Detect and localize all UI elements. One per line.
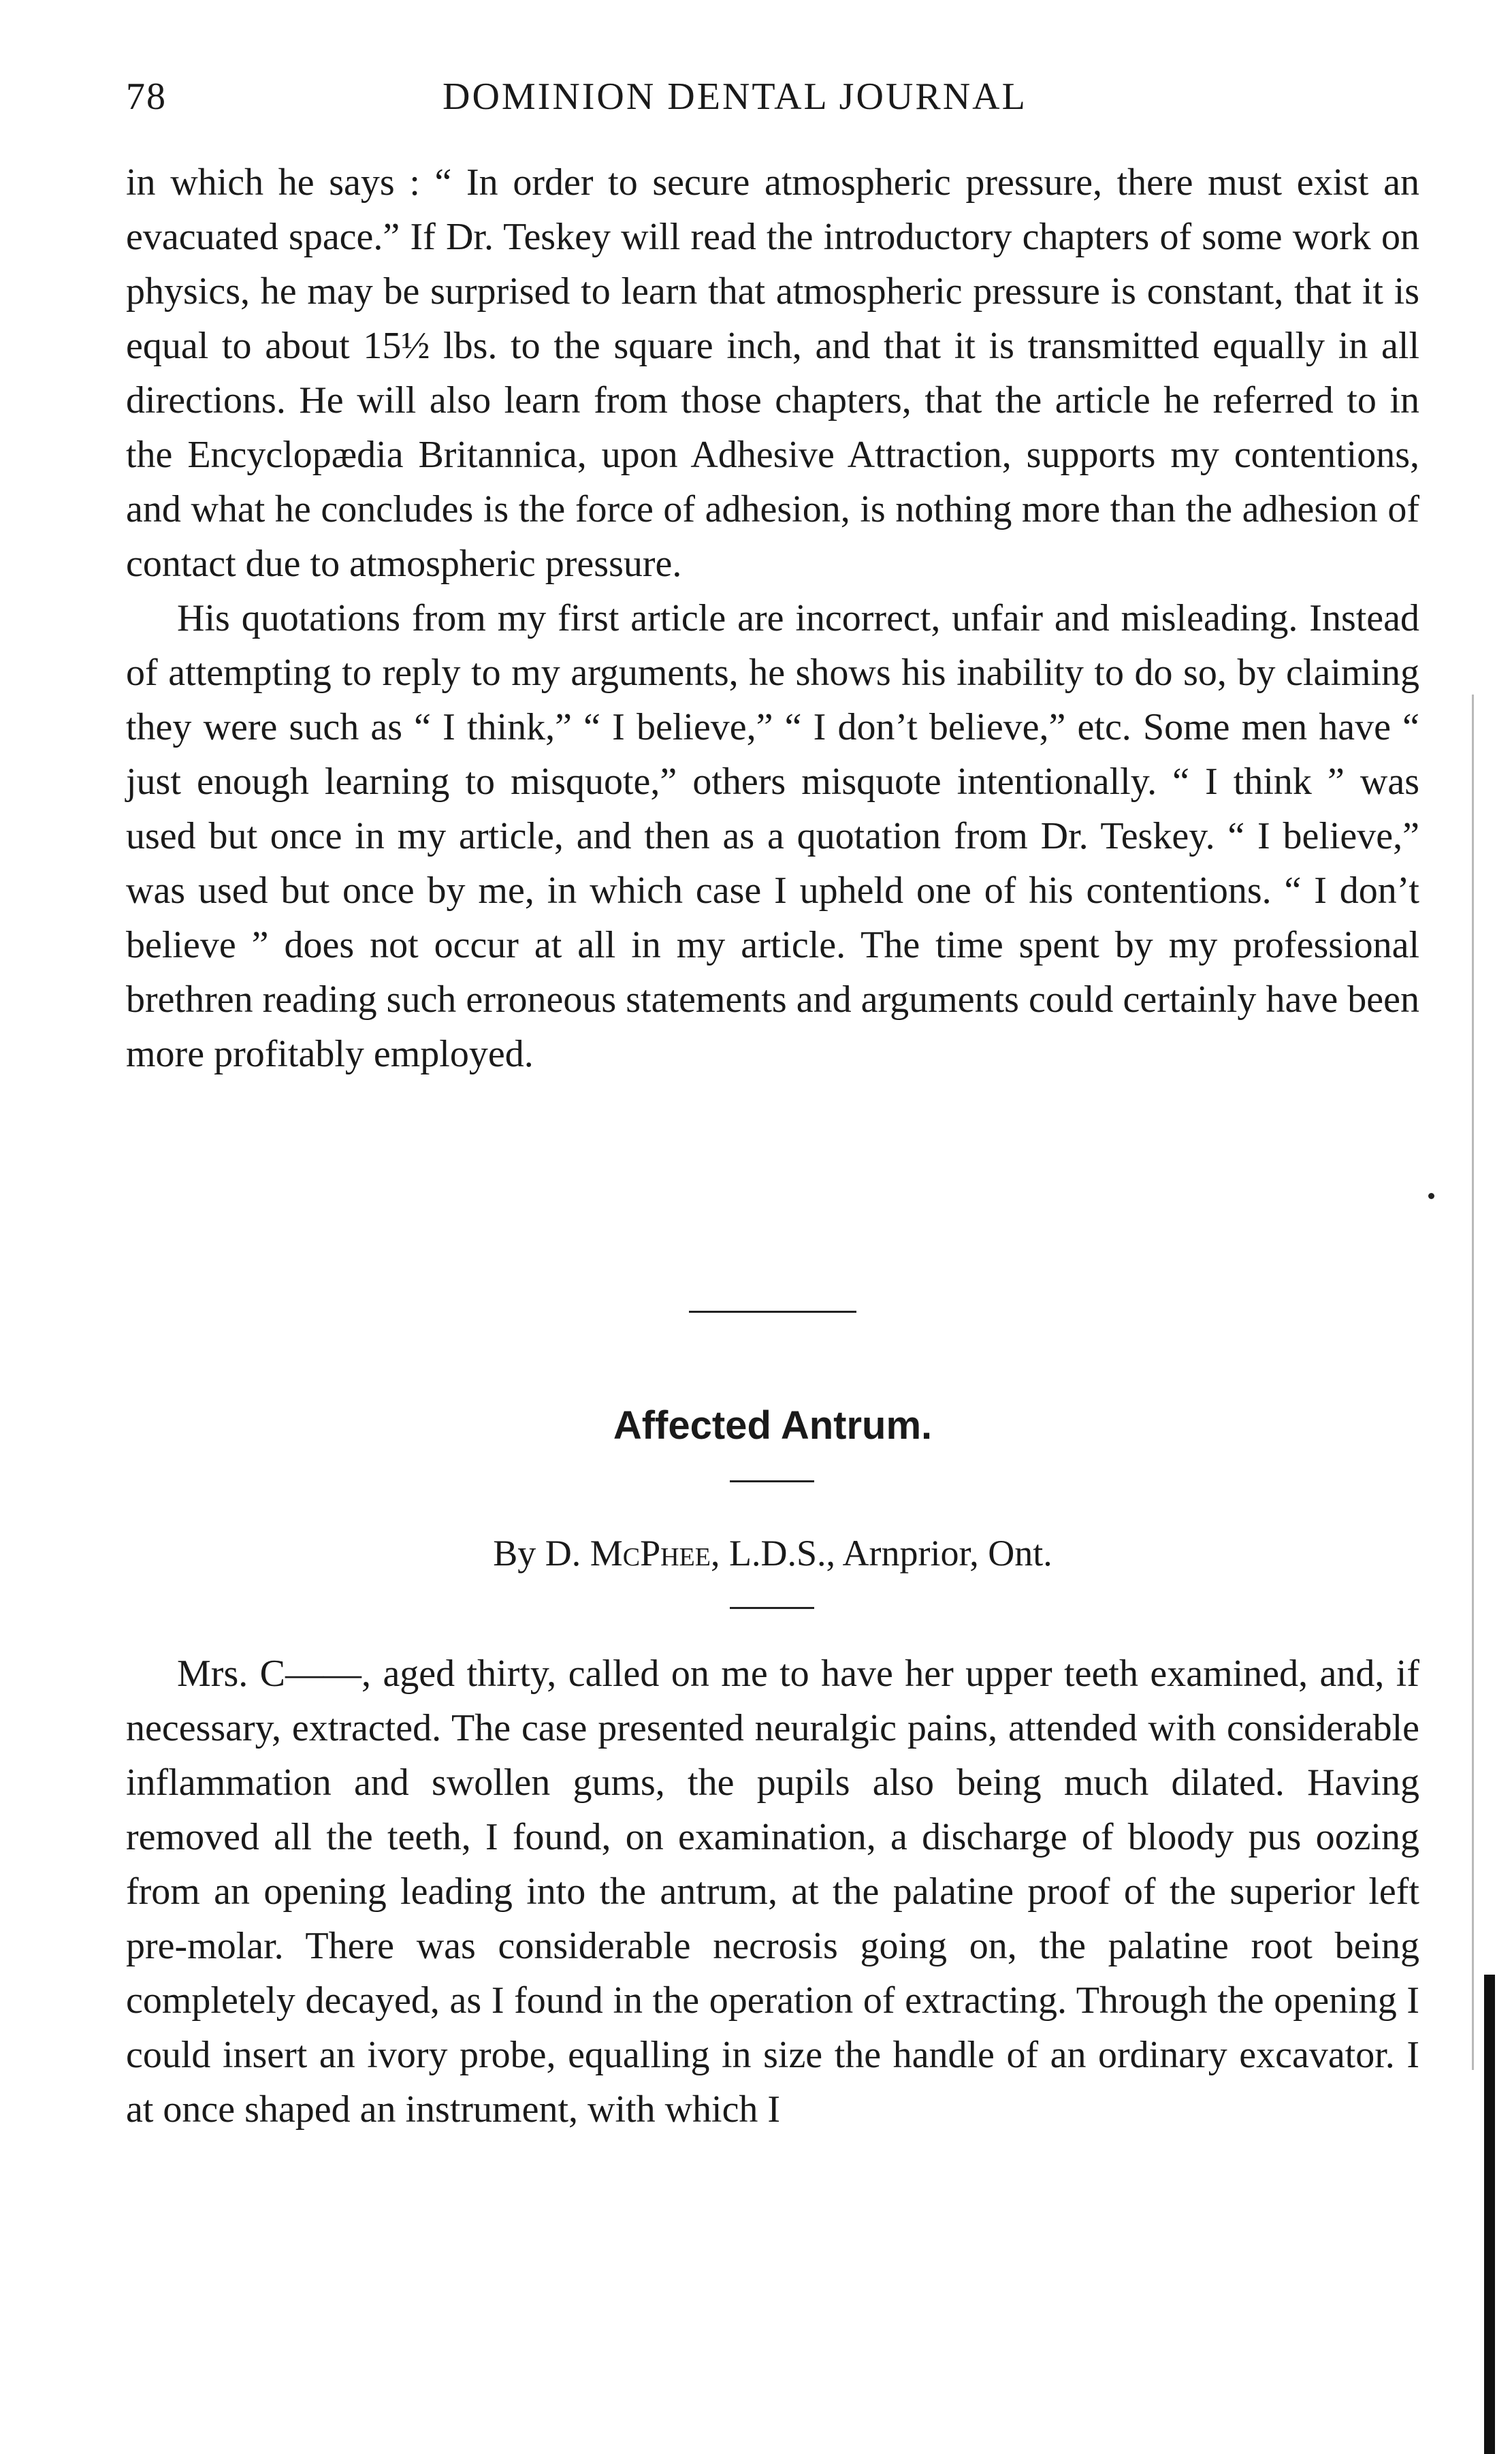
byline-rule bbox=[730, 1607, 814, 1609]
section-divider bbox=[689, 1311, 856, 1313]
continued-article-body bbox=[126, 155, 1419, 1081]
byline-author: McPhee bbox=[590, 1533, 711, 1574]
journal-title: DOMINION DENTAL JOURNAL bbox=[443, 76, 1027, 118]
body-paragraph: His quotations from my first article are incorrect, unfair and misleading. Instead of attempting to reply to my arguments, he shows his inability to do so, by claiming they were such as “ I think,” “ I believe,” “ I don’t believe,” etc. Some men have “ just enough learning to misquote,” others misquote intentionally. “ I think ” was used but once in my article, and then as a quotation from Dr. Teskey. “ I believe,” was used but once by me, in which case I upheld one of his contentions. “ I don’t believe ” does not occur at all in my article. The time spent by my professional brethren reading such erroneous statements and arguments could certainly have been more profitably employed. bbox=[126, 597, 1419, 1075]
scan-speck bbox=[1428, 1193, 1434, 1199]
byline-prefix: By D. bbox=[493, 1533, 590, 1574]
running-head bbox=[126, 75, 1419, 129]
scan-edge-bar bbox=[1484, 1975, 1495, 2454]
byline-suffix: , L.D.S., Arnprior, Ont. bbox=[710, 1533, 1052, 1574]
scan-edge-line bbox=[1472, 695, 1474, 2070]
body-paragraph: in which he says : “ In order to secure atmospheric pressure, there must exist an evacuated space.” If Dr. Teskey will read the introductory chapters of some work on physics, he may be surprised to learn that atmospheric pressure is constant, that it is equal to about 15½ lbs. to the square inch, and that it is transmitted equally in all directions. He will also learn from those chapters, that the article he referred to in the Encyclopædia Britannica, upon Adhesive Attraction, supports my contentions, and what he concludes is the force of adhesion, is nothing more than the adhesion of contact due to atmospheric pressure. bbox=[126, 161, 1419, 585]
body-paragraph: Mrs. C——, aged thirty, called on me to have her upper teeth examined, and, if necessary, extracted. The case presented neuralgic pains, attended with considerable inflammation and swollen gums, the pupils also being much dilated. Having removed all the teeth, I found, on examination, a discharge of bloody pus oozing from an opening leading into the antrum, at the palatine proof of the superior left pre-molar. There was considerable necrosis going on, the palatine root being completely decayed, as I found in the operation of extracting. Through the opening I could insert an ivory probe, equalling in size the handle of an ordinary excavator. I at once shaped an instrument, with which I bbox=[126, 1653, 1419, 2131]
new-article-body bbox=[126, 1646, 1419, 2137]
byline bbox=[126, 1532, 1419, 1574]
page-number: 78 bbox=[126, 76, 167, 118]
title-rule bbox=[730, 1480, 814, 1482]
article-title: Affected Antrum. bbox=[613, 1403, 933, 1448]
